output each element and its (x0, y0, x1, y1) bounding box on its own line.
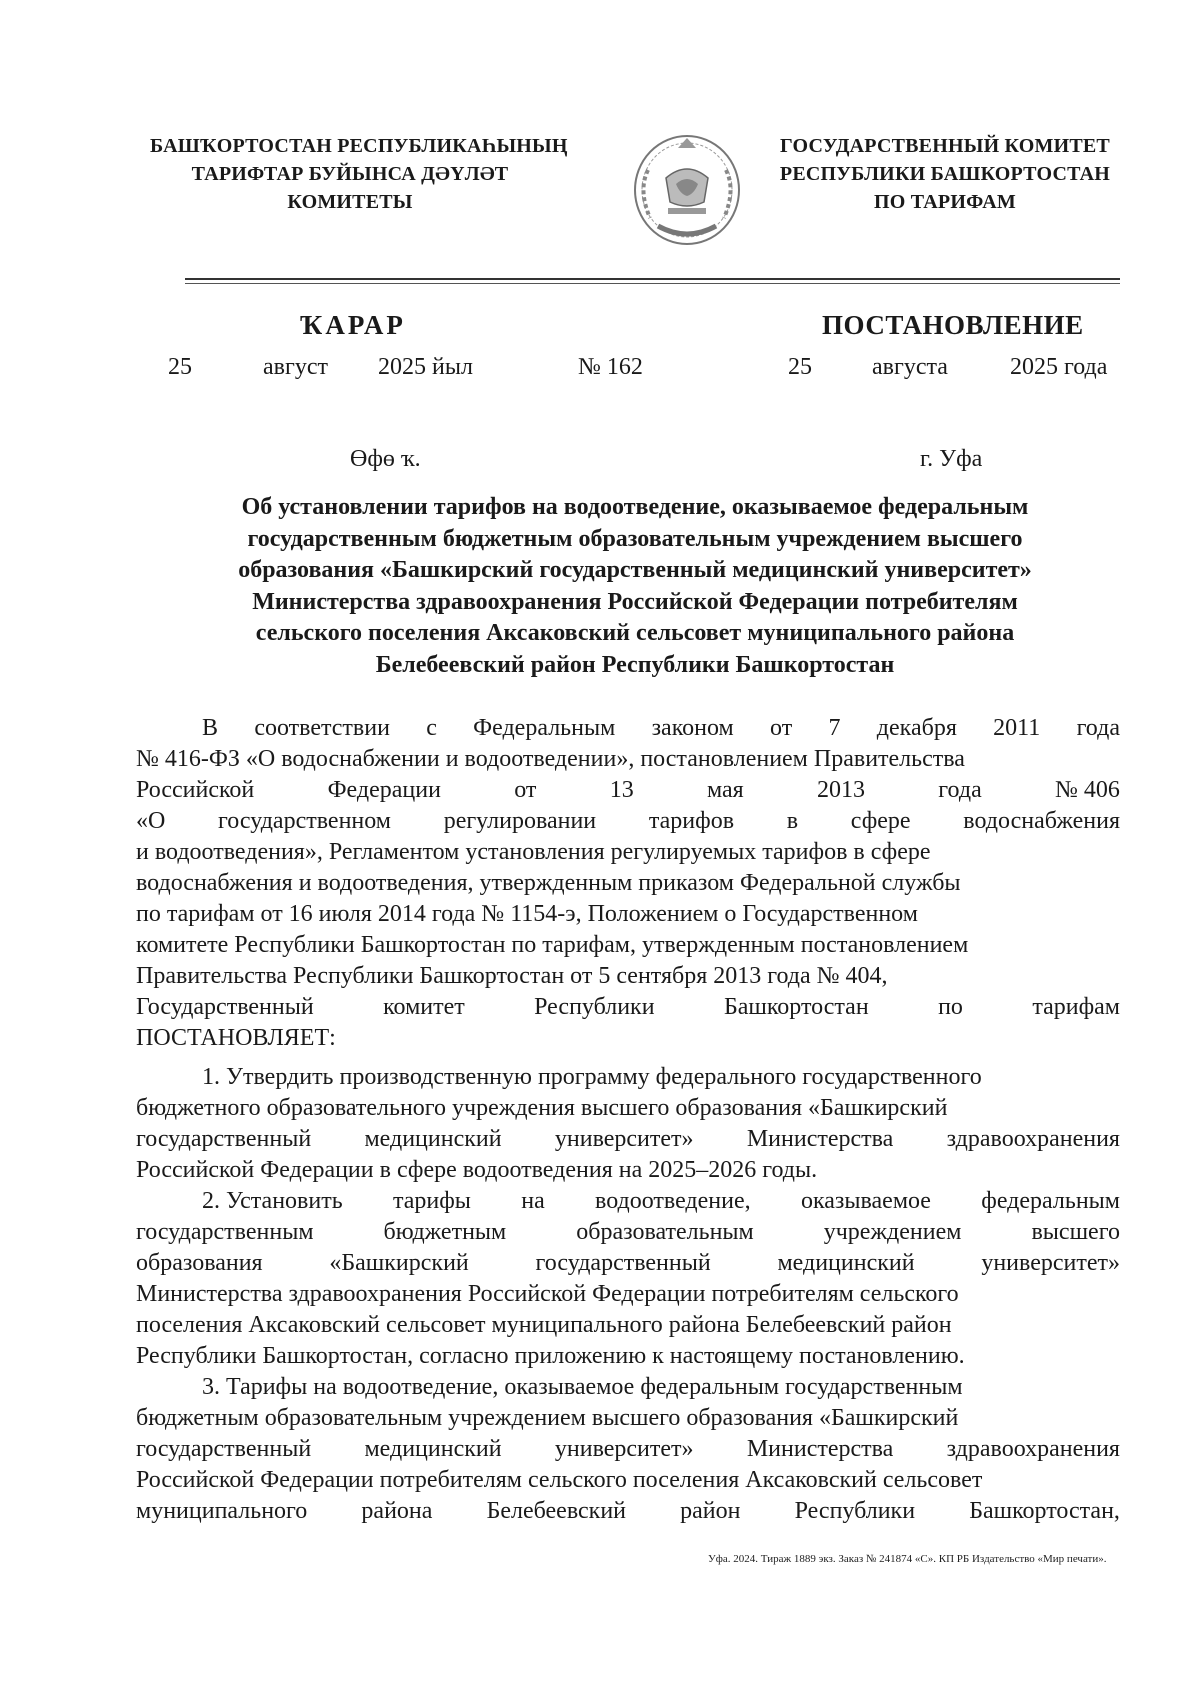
paragraph-word: ПОСТАНОВЛЯЕТ: (136, 1025, 336, 1051)
paragraph-line (136, 1093, 1120, 1124)
paragraph-word: бюджетным (383, 1219, 507, 1245)
paragraph-word: «О (136, 808, 166, 834)
paragraph-line (136, 1248, 1120, 1279)
paragraph-word: в (786, 808, 799, 834)
paragraph-word: сфере (850, 808, 911, 834)
subject-line: сельского поселения Аксаковский сельсовет муниципального района (255, 620, 1015, 646)
paragraph-word: от (514, 777, 537, 803)
paragraph-word: здравоохранения (946, 1126, 1120, 1152)
document-number: № 162 (578, 354, 643, 380)
date-right-year: 2025 года (1010, 354, 1108, 380)
paragraph-word: университет» (981, 1250, 1120, 1276)
paragraph-word: Башкортостан (723, 994, 869, 1020)
subject-line: Об установлении тарифов на водоотведение, оказываемое федеральным (241, 494, 1029, 520)
paragraph-line (136, 1434, 1120, 1465)
paragraph-word: тарифам (1032, 994, 1120, 1020)
paragraph-word: соответствии (254, 715, 390, 741)
paragraph-line (136, 1341, 1120, 1372)
paragraph-word: комитете Республики Башкортостан по тарифам, утвержденным постановлением (136, 932, 969, 958)
paragraph-word: № 406 (1055, 777, 1120, 803)
paragraph-line (136, 961, 1120, 992)
paragraph-word: 1. Утвердить производственную программу федерального государственного (202, 1064, 982, 1090)
paragraph-word: мая (706, 777, 744, 803)
paragraph-line (136, 1465, 1120, 1496)
header-bashkir-line: ТАРИФТАР БУЙЫНСА ДӘҮЛӘТ (191, 163, 509, 185)
paragraph-line (136, 899, 1120, 930)
paragraph-line (136, 713, 1120, 744)
paragraph-word: оказываемое (800, 1188, 931, 1214)
paragraph-word: Российской Федерации потребителям сельского поселения Аксаковский сельсовет (136, 1467, 983, 1493)
document-subject (150, 492, 1120, 681)
paragraph-line (136, 1217, 1120, 1248)
paragraph-word: 3. Тарифы на водоотведение, оказываемое федеральным государственным (202, 1374, 963, 1400)
date-left-year: 2025 йыл (378, 354, 473, 380)
subject-line: Белебеевский район Республики Башкортостан (375, 651, 895, 678)
header-russian-line: ПО ТАРИФАМ (874, 191, 1016, 213)
paragraph-word: года (1076, 715, 1120, 741)
paragraph-word: федеральным (981, 1188, 1120, 1214)
paragraph-line (136, 1186, 1120, 1217)
paragraph-word: с (426, 715, 437, 741)
header-russian-line: ГОСУДАРСТВЕННЫЙ КОМИТЕТ (780, 135, 1110, 157)
paragraph-word: Министерства (746, 1126, 894, 1152)
paragraph-word: район (680, 1498, 741, 1524)
header-bashkir-line: КОМИТЕТЫ (287, 191, 413, 213)
paragraph-line (136, 1062, 1120, 1093)
paragraph-word: 7 (828, 715, 841, 741)
paragraph-word: тарифов (648, 808, 735, 834)
paragraph-line (136, 1124, 1120, 1155)
paragraph-word: законом (651, 715, 734, 741)
paragraph-word: водоснабжения и водоотведения, утвержденным приказом Федеральной службы (136, 870, 961, 896)
paragraph-line (136, 992, 1120, 1023)
paragraph-word: медицинский (364, 1126, 502, 1152)
paragraph-word: бюджетного образовательного учреждения высшего образования «Башкирский (136, 1095, 948, 1121)
header-russian-line: РЕСПУБЛИКИ БАШКОРТОСТАН (779, 163, 1111, 185)
subject-line: образования «Башкирский государственный медицинский университет» (238, 557, 1032, 583)
paragraph-word: тарифы (392, 1188, 471, 1214)
paragraph-line (136, 1403, 1120, 1434)
item-1-paragraph (136, 1062, 1120, 1186)
header-divider-thin (185, 283, 1120, 284)
paragraph-word: Республики (534, 994, 655, 1020)
paragraph-line (136, 1279, 1120, 1310)
paragraph-line (136, 868, 1120, 899)
paragraph-word: водоотведение, (595, 1188, 751, 1214)
paragraph-word: Республики (794, 1498, 916, 1524)
paragraph-line (136, 1310, 1120, 1341)
paragraph-word: Российской Федерации в сфере водоотведения на 2025–2026 годы. (136, 1157, 818, 1183)
paragraph-word: района (361, 1498, 433, 1524)
paragraph-word: Республики Башкортостан, согласно приложению к настоящему постановлению. (136, 1343, 965, 1369)
date-right-day: 25 (788, 354, 812, 380)
paragraph-word: бюджетным образовательным учреждением высшего образования «Башкирский (136, 1405, 959, 1431)
paragraph-word: образовательным (576, 1219, 754, 1245)
paragraph-line (136, 1372, 1120, 1403)
item-2-paragraph (136, 1186, 1120, 1372)
paragraph-word: государственный (136, 1436, 312, 1462)
paragraph-word: № 416-ФЗ «О водоснабжении и водоотведении», постановлением Правительства (136, 746, 965, 772)
paragraph-line (136, 775, 1120, 806)
date-right-month: августа (872, 354, 948, 380)
doc-title-bashkir: ҠАРАР (300, 310, 406, 340)
date-left-month: август (263, 354, 328, 380)
city-bashkir: Өфө ҡ. (350, 446, 421, 472)
paragraph-line (136, 806, 1120, 837)
paragraph-word: 2013 (817, 777, 865, 803)
doc-title-russian: ПОСТАНОВЛЕНИЕ (822, 310, 1084, 340)
paragraph-word: Министерства (746, 1436, 894, 1462)
paragraph-word: Министерства здравоохранения Российской Федерации потребителям сельского (136, 1281, 959, 1307)
paragraph-word: государственном (218, 808, 391, 834)
paragraph-word: медицинский (777, 1250, 915, 1276)
city-russian: г. Уфа (920, 446, 983, 472)
paragraph-word: муниципального (136, 1498, 308, 1524)
paragraph-line (136, 837, 1120, 868)
paragraph-word: Федеральным (473, 715, 616, 741)
preamble-paragraph (136, 713, 1120, 1054)
paragraph-word: декабря (876, 715, 957, 741)
item-3-paragraph (136, 1372, 1120, 1527)
paragraph-word: и водоотведения», Регламентом установления регулируемых тарифов в сфере (136, 839, 931, 865)
paragraph-word: «Башкирский (329, 1250, 469, 1276)
paragraph-line (136, 1496, 1120, 1527)
paragraph-word: регулировании (443, 808, 597, 834)
paragraph-word: государственный (136, 1126, 312, 1152)
header-bashkir-line: БАШҠОРТОСТАН РЕСПУБЛИКАҺЫНЫҢ (150, 135, 568, 157)
paragraph-word: Правительства Республики Башкортостан от 5 сентября 2013 года № 404, (136, 963, 888, 989)
header-russian (770, 132, 1120, 216)
subject-line: государственным бюджетным образовательным учреждением высшего (247, 525, 1023, 552)
paragraph-word: университет» (554, 1126, 694, 1152)
print-imprint: Уфа. 2024. Тираж 1889 экз. Заказ № 241874 «С». КП РБ Издательство «Мир печати». (708, 1553, 1107, 1565)
paragraph-word: учреждением (823, 1219, 962, 1245)
date-left-day: 25 (168, 354, 192, 380)
paragraph-word: года (938, 777, 982, 803)
paragraph-word: медицинский (364, 1436, 502, 1462)
paragraph-word: поселения Аксаковский сельсовет муниципального района Белебеевский район (136, 1312, 952, 1338)
paragraph-word: 2. Установить (202, 1188, 343, 1214)
paragraph-word: 2011 (993, 715, 1041, 741)
paragraph-line (136, 744, 1120, 775)
paragraph-word: высшего (1031, 1219, 1120, 1245)
paragraph-word: водоснабжения (963, 808, 1120, 834)
paragraph-word: на (521, 1188, 545, 1214)
header-bashkir (150, 132, 568, 216)
paragraph-word: университет» (554, 1436, 694, 1462)
paragraph-word: от (770, 715, 793, 741)
paragraph-word: государственным (136, 1219, 314, 1245)
paragraph-word: по (938, 994, 963, 1020)
paragraph-word: 13 (609, 777, 634, 803)
paragraph-word: государственный (535, 1250, 711, 1276)
paragraph-word: Государственный (136, 994, 314, 1020)
paragraph-word: комитет (383, 994, 465, 1020)
header-divider (185, 278, 1120, 280)
paragraph-word: здравоохранения (946, 1436, 1120, 1462)
paragraph-word: В (202, 715, 219, 741)
paragraph-word: Башкортостан, (969, 1498, 1120, 1524)
paragraph-line (136, 930, 1120, 961)
paragraph-word: образования (136, 1250, 263, 1276)
paragraph-word: Российской (136, 777, 255, 803)
bashkortostan-emblem-icon (628, 130, 746, 260)
paragraph-word: Федерации (327, 777, 441, 803)
paragraph-line (136, 1023, 1120, 1054)
paragraph-word: по тарифам от 16 июля 2014 года № 1154-э, Положением о Государственном (136, 901, 918, 927)
paragraph-word: Белебеевский (486, 1498, 627, 1524)
paragraph-line (136, 1155, 1120, 1186)
subject-line: Министерства здравоохранения Российской Федерации потребителям (252, 588, 1018, 615)
